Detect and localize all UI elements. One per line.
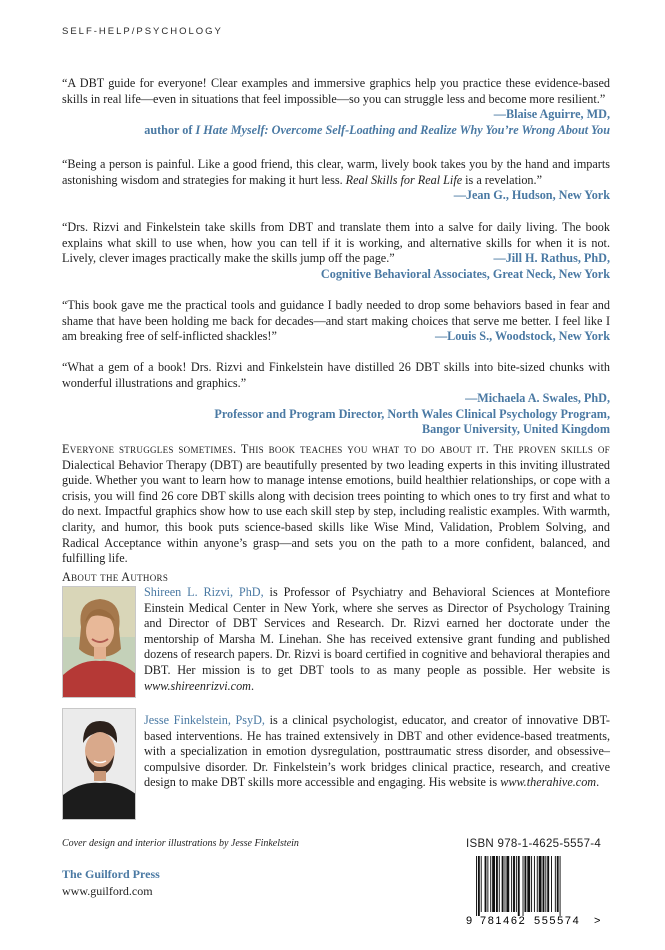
barcode-bar xyxy=(476,856,477,916)
barcode-bar xyxy=(490,856,491,912)
barcode-bar xyxy=(478,856,480,916)
barcode-bar xyxy=(551,856,552,912)
barcode-group-1: 781462 xyxy=(480,915,527,926)
barcode-bar xyxy=(496,856,498,912)
quote-text: “A DBT guide for everyone! Clear examples and immersive graphics help you practice these evidence-based skills in real life—even in situations that feel impossible—so you can struggle less and become more resilient.” xyxy=(62,76,610,106)
barcode-arrow: > xyxy=(594,915,601,926)
author-website: www.shireenrizvi.com xyxy=(144,678,251,693)
barcode-bar xyxy=(547,856,549,912)
barcode-first-digit: 9 xyxy=(466,915,473,926)
isbn-number: ISBN 978-1-4625-5557-4 xyxy=(466,838,602,850)
barcode-bar xyxy=(505,856,506,912)
endorsement-quote-5 xyxy=(62,360,610,438)
category-label: SELF-HELP/PSYCHOLOGY xyxy=(62,26,223,37)
barcode-bars xyxy=(476,856,561,916)
barcode-bar xyxy=(524,856,526,912)
barcode-bar xyxy=(543,856,545,912)
quote-4-attribution: —Louis S., Woodstock, New York xyxy=(434,329,610,343)
barcode-bar xyxy=(555,856,556,912)
quote-attribution-detail: author of I Hate Myself: Overcome Self-Loathing and Realize Why You’re Wrong About You xyxy=(144,122,610,137)
author-website: www.therahive.com xyxy=(500,775,597,790)
barcode-bar xyxy=(487,856,488,912)
barcode-bar xyxy=(560,856,561,916)
barcode-bar xyxy=(481,856,482,912)
quote-3-attribution: —Jill H. Rathus, PhD, xyxy=(493,251,610,265)
barcode-bar xyxy=(499,856,500,912)
quote-text: “Drs. Rizvi and Finkelstein take skills from DBT and translate them into a salve for daily living. The book explains what skill to use when, how you can tell if it is working, and alternative skills for when it is not. Lively, clever images practically make the skills jump off the page.” xyxy=(62,220,610,266)
barcode-bar xyxy=(513,856,515,912)
quote-attribution: —Jean G., Hudson, New York xyxy=(453,188,610,203)
endorsement-quote-2: “Being a person is painful. Like a good friend, this clear, warm, lively book takes you by the hand and imparts astonishing wisdom and strategies for making it hurt less. Real Skills for Real Life is a revelation.” —Jean G., Hudson, New York xyxy=(62,157,610,203)
quote-attribution: —Michaela A. Swales, PhD, xyxy=(465,391,610,406)
barcode-bar xyxy=(545,856,546,912)
cover-design-credit: Cover design and interior illustrations by Jesse Finkelstein xyxy=(62,838,299,849)
quote-attribution-detail: Cognitive Behavioral Associates, Great Neck, New York xyxy=(320,266,610,281)
barcode-bar xyxy=(502,856,504,912)
publisher-website: www.guilford.com xyxy=(62,884,153,898)
barcode-bar xyxy=(523,856,524,916)
publisher-name: The Guilford Press xyxy=(62,867,160,881)
quote-attribution: —Blaise Aguirre, MD, xyxy=(493,107,610,122)
barcode-bar xyxy=(531,856,532,912)
quote-attribution-detail: Bangor University, United Kingdom xyxy=(421,422,610,437)
barcode-bar xyxy=(485,856,487,912)
author-name: Shireen L. Rizvi, PhD, xyxy=(144,585,264,599)
author-name: Jesse Finkelstein, PsyD, xyxy=(144,713,265,727)
book-description: Everyone struggles sometimes. This book teaches you what to do about it. The proven skills of Dialectical Behavior Therapy (DBT) are beautifully presented by two leading experts in this inviting illustrated guide. Whether you want to learn how to manage intense emotions, build healthier relationships, or cope with a crisis, you will find 26 core DBT skills along with decision trees pointing to which ones to try first and what to do next. Impactful graphics show how to use each skill step by step, including realistic examples. With warmth, clarity, and humor, this book puts science-based skills like Wise Mind, Validation, Problem Solving, and Radical Acceptance within anyone’s grasp—and sets you on the path to a more confident, balanced, and fulfilling life. xyxy=(62,442,610,566)
about-authors-heading: About the Authors xyxy=(62,570,169,584)
quote-text: “What a gem of a book! Drs. Rizvi and Finkelstein have distilled 26 DBT skills into bite-sized chunks with wonderful illustrations and graphics.” xyxy=(62,360,610,390)
author-photo-rizvi xyxy=(62,586,136,698)
barcode-bar xyxy=(516,856,517,912)
barcode-group-2: 555574 xyxy=(534,915,581,926)
barcode-bar xyxy=(539,856,542,912)
author-bio-finkelstein: Jesse Finkelstein, PsyD, is a clinical psychologist, educator, and creator of innovative DBT-based interventions. He has trained extensively in DBT and other evidence-based treatments, with a specialization in emotion dysregulation, posttraumatic stress disorder, and obsessive–compulsive disorder. Dr. Finkelstein’s work bridges clinical practice, research, and creative design to make DBT skills more accessible and engaging. His website is www.therahive.com. xyxy=(144,713,610,790)
author-photo-finkelstein xyxy=(62,708,136,820)
barcode xyxy=(466,856,606,926)
barcode-bar xyxy=(534,856,535,912)
barcode-bar xyxy=(527,856,530,912)
barcode-bar xyxy=(518,856,520,916)
author-bio-rizvi: Shireen L. Rizvi, PhD, is Professor of Psychiatry and Behavioral Sciences at Montefiore Einstein Medical Center in New York, where she serves as Director of Psychology Training and Director of DBT Services and Research. Dr. Rizvi earned her doctorate under the mentorship of Marsha M. Linehan. She has received extensive grant funding and published dozens of research papers. Dr. Rizvi is board certified in cognitive and behavioral therapies and DBT. Her mission is to get DBT tools to as many people as possible. Her website is www.shireenrizvi.com. xyxy=(144,585,610,693)
barcode-bar xyxy=(492,856,495,912)
barcode-bar xyxy=(511,856,512,912)
quote-text: “This book gave me the practical tools and guidance I badly needed to drop some behaviors based in fear and shame that have been holding me back for decades—and start making choices that serve me better. I feel like I am breaking free of self-inflicted shackles!” xyxy=(62,298,610,344)
barcode-bar xyxy=(557,856,559,912)
barcode-bar xyxy=(537,856,538,912)
quote-attribution-detail: Professor and Program Director, North Wales Clinical Psychology Program, xyxy=(214,406,610,421)
endorsement-quote-1 xyxy=(62,76,610,138)
barcode-bar xyxy=(506,856,509,912)
